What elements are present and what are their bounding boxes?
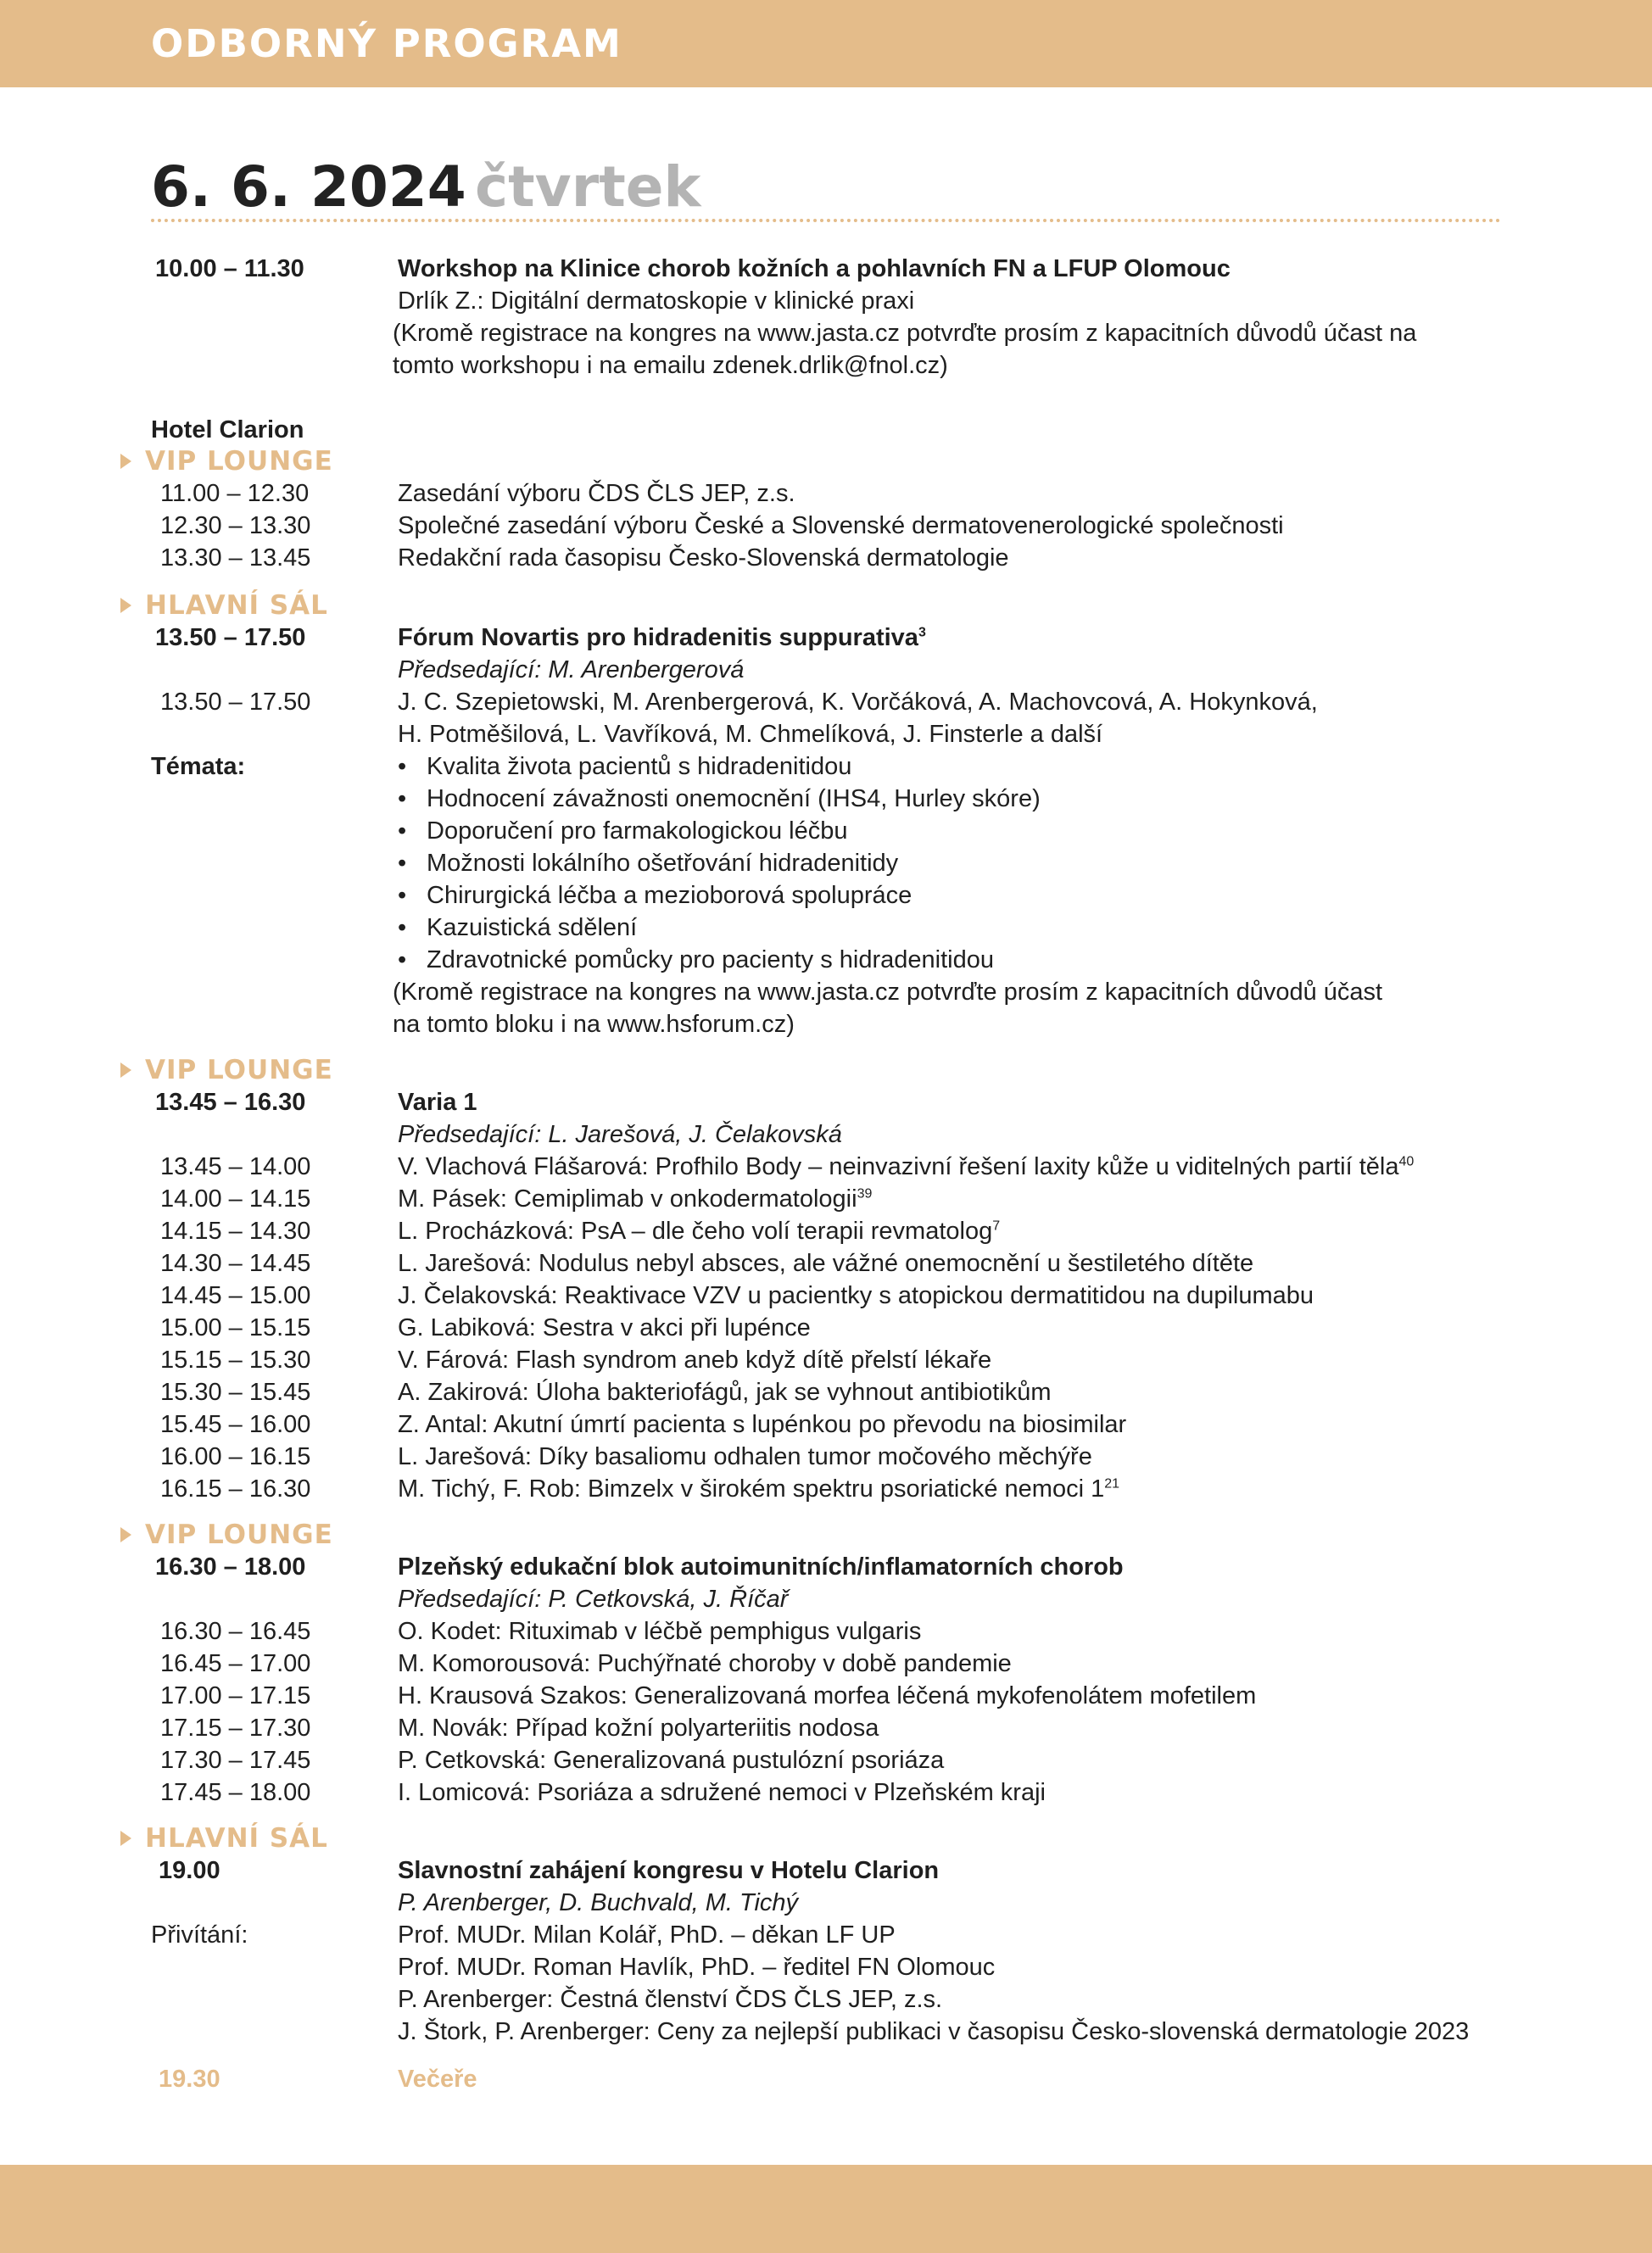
room-main-hall-2: [120, 1823, 328, 1854]
workshop-talk: Drlík Z.: Digitální dermatoskopie v klinické praxi: [398, 287, 915, 315]
triangle-marker-icon: [120, 1062, 131, 1078]
meeting-text: Zasedání výboru ČDS ČLS JEP, z.s.: [398, 480, 795, 507]
opening-hosts: P. Arenberger, D. Buchvald, M. Tichý: [398, 1889, 799, 1916]
opening-time: 19.00: [159, 1857, 220, 1884]
dotted-divider: [151, 219, 1501, 222]
talk-text: H. Krausová Szakos: Generalizovaná morfea léčená mykofenolátem mofetilem: [398, 1682, 1257, 1709]
triangle-marker-icon: [120, 454, 131, 469]
workshop-time: 10.00 – 11.30: [155, 255, 304, 282]
talk-time: 17.45 – 18.00: [160, 1779, 311, 1806]
forum-speakers-1: J. C. Szepietowski, M. Arenbergerová, K. Vorčáková, A. Machovcová, A. Hokynková,: [398, 689, 1318, 716]
talk-time: 16.30 – 16.45: [160, 1618, 311, 1645]
opening-line: P. Arenberger: Čestná členství ČDS ČLS JEP, z.s.: [398, 1986, 943, 2013]
header-bar: [0, 0, 1652, 87]
talk-text: G. Labiková: Sestra v akci při lupénce: [398, 1314, 811, 1341]
talk-time: 15.30 – 15.45: [160, 1379, 311, 1406]
forum-title: Fórum Novartis pro hidradenitis suppurativa: [398, 624, 918, 651]
welcome-label: Přivítání:: [151, 1921, 248, 1949]
talk-time: 16.45 – 17.00: [160, 1650, 311, 1677]
talk-time: 15.15 – 15.30: [160, 1347, 311, 1374]
talk-time: 13.45 – 14.00: [160, 1153, 311, 1180]
topic-item: • Hodnocení závažnosti onemocnění (IHS4, Hurley skóre): [398, 785, 1041, 812]
talk-text: J. Čelakovská: Reaktivace VZV u pacientky s atopickou dermatitidou na dupilumabu: [398, 1282, 1314, 1309]
plzen-chair: Předsedající: P. Cetkovská, J. Říčař: [398, 1586, 789, 1613]
talk-text: L. Jarešová: Díky basaliomu odhalen tumor močového měchýře: [398, 1443, 1092, 1470]
workshop-note-1: (Kromě registrace na kongres na www.jasta.cz potvrďte prosím z kapacitních důvodů účast na: [393, 320, 1417, 347]
forum-chair: Předsedající: M. Arenbergerová: [398, 656, 745, 683]
topic-item: • Zdravotnické pomůcky pro pacienty s hidradenitidou: [398, 946, 994, 973]
room-vip-lounge-3: [120, 1520, 333, 1550]
talk-text: M. Novák: Případ kožní polyarteriitis nodosa: [398, 1715, 879, 1742]
talk-text: Z. Antal: Akutní úmrtí pacienta s lupénkou po převodu na biosimilar: [398, 1411, 1127, 1438]
meeting-time: 13.30 – 13.45: [160, 544, 311, 572]
topic-item: • Doporučení pro farmakologickou léčbu: [398, 817, 848, 845]
varia-chair: Předsedající: L. Jarešová, J. Čelakovská: [398, 1121, 842, 1148]
topic-item: • Chirurgická léčba a mezioborová spolupráce: [398, 882, 913, 909]
room-vip-lounge-1: [120, 446, 333, 477]
room-label: VIP LOUNGE: [145, 446, 333, 477]
topic-item: • Kvalita života pacientů s hidradenitidou: [398, 753, 852, 780]
talk-text: M. Tichý, F. Rob: Bimzelx v širokém spektru psoriatické nemoci $1^{21}$: [398, 1475, 1119, 1503]
talk-time: 17.30 – 17.45: [160, 1747, 311, 1774]
forum-note-1: (Kromě registrace na kongres na www.jasta.cz potvrďte prosím z kapacitních důvodů účast: [393, 979, 1383, 1006]
talk-time: 15.45 – 16.00: [160, 1411, 311, 1438]
topics-label: Témata:: [151, 753, 246, 780]
workshop-title: Workshop na Klinice chorob kožních a pohlavních FN a LFUP Olomouc: [398, 255, 1231, 282]
room-main-hall-1: [120, 590, 328, 621]
meeting-text: Redakční rada časopisu Česko-Slovenská dermatologie: [398, 544, 1009, 572]
opening-line: Prof. MUDr. Roman Havlík, PhD. – ředitel FN Olomouc: [398, 1954, 996, 1981]
talk-time: 14.30 – 14.45: [160, 1250, 311, 1277]
talk-text: L. Procházková: PsA – dle čeho volí terapii revmatolog$^7$: [398, 1218, 1001, 1245]
talk-time: 15.00 – 15.15: [160, 1314, 311, 1341]
talk-text: V. Fárová: Flash syndrom aneb když dítě přelstí lékaře: [398, 1347, 992, 1374]
talk-text: I. Lomicová: Psoriáza a sdružené nemoci v Plzeňském kraji: [398, 1779, 1046, 1806]
workshop-note-2: tomto workshopu i na emailu zdenek.drlik@fnol.cz): [393, 352, 948, 379]
talk-text: M. Pásek: Cemiplimab v onkodermatologii$^{39}$: [398, 1185, 873, 1213]
forum-note-2: na tomto bloku i na www.hsforum.cz): [393, 1011, 795, 1038]
forum-title-line: [398, 622, 926, 653]
opening-line: Prof. MUDr. Milan Kolář, PhD. – děkan LF UP: [398, 1921, 896, 1949]
topic-item: • Kazuistická sdělení: [398, 914, 638, 941]
venue-title: Hotel Clarion: [151, 416, 304, 443]
room-vip-lounge-2: [120, 1055, 333, 1085]
forum-speakers-time: 13.50 – 17.50: [160, 689, 311, 716]
varia-title: Varia 1: [398, 1089, 477, 1116]
varia-time: 13.45 – 16.30: [155, 1089, 306, 1116]
talk-time: 16.15 – 16.30: [160, 1475, 311, 1503]
talk-text: V. Vlachová Flášarová: Profhilo Body – neinvazivní řešení laxity kůže u viditelných partií těla$^{40}$: [398, 1153, 1415, 1180]
meeting-time: 12.30 – 13.30: [160, 512, 311, 539]
day-date: 6. 6. 2024: [151, 154, 466, 220]
opening-line: J. Štork, P. Arenberger: Ceny za nejlepší publikaci v časopisu Česko-slovenská dermatologie 2023: [398, 2018, 1470, 2045]
opening-title: Slavnostní zahájení kongresu v Hotelu Clarion: [398, 1857, 940, 1884]
room-label: HLAVNÍ SÁL: [145, 1823, 328, 1854]
talk-time: 14.00 – 14.15: [160, 1185, 311, 1213]
triangle-marker-icon: [120, 1527, 131, 1542]
footer-bar: [0, 2165, 1652, 2253]
talk-text: M. Komorousová: Puchýřnaté choroby v době pandemie: [398, 1650, 1012, 1677]
room-label: VIP LOUNGE: [145, 1055, 333, 1085]
triangle-marker-icon: [120, 598, 131, 613]
triangle-marker-icon: [120, 1831, 131, 1846]
plzen-time: 16.30 – 18.00: [155, 1553, 306, 1581]
talk-time: 17.15 – 17.30: [160, 1715, 311, 1742]
talk-time: 14.15 – 14.30: [160, 1218, 311, 1245]
room-label: HLAVNÍ SÁL: [145, 590, 328, 621]
header-title: ODBORNÝ PROGRAM: [151, 21, 622, 66]
day-weekday: čtvrtek: [475, 154, 701, 220]
topic-item: • Možnosti lokálního ošetřování hidradenitidy: [398, 850, 899, 877]
talk-text: L. Jarešová: Nodulus nebyl absces, ale vážné onemocnění u šestiletého dítěte: [398, 1250, 1254, 1277]
talk-text: A. Zakirová: Úloha bakteriofágů, jak se vyhnout antibiotikům: [398, 1379, 1052, 1406]
room-label: VIP LOUNGE: [145, 1520, 333, 1550]
forum-time: 13.50 – 17.50: [155, 624, 306, 651]
forum-ref: 3: [918, 625, 926, 640]
meeting-time: 11.00 – 12.30: [160, 480, 310, 507]
talk-text: O. Kodet: Rituximab v léčbě pemphigus vulgaris: [398, 1618, 922, 1645]
meeting-text: Společné zasedání výboru České a Slovenské dermatovenerologické společnosti: [398, 512, 1284, 539]
talk-text: P. Cetkovská: Generalizovaná pustulózní psoriáza: [398, 1747, 945, 1774]
talk-time: 17.00 – 17.15: [160, 1682, 311, 1709]
dinner-time: 19.30: [159, 2066, 220, 2093]
plzen-title: Plzeňský edukační blok autoimunitních/inflamatorních chorob: [398, 1553, 1124, 1581]
talk-time: 16.00 – 16.15: [160, 1443, 311, 1470]
dinner-text: Večeře: [398, 2066, 477, 2093]
talk-time: 14.45 – 15.00: [160, 1282, 311, 1309]
forum-speakers-2: H. Potměšilová, L. Vavříková, M. Chmelíková, J. Finsterle a další: [398, 721, 1103, 748]
